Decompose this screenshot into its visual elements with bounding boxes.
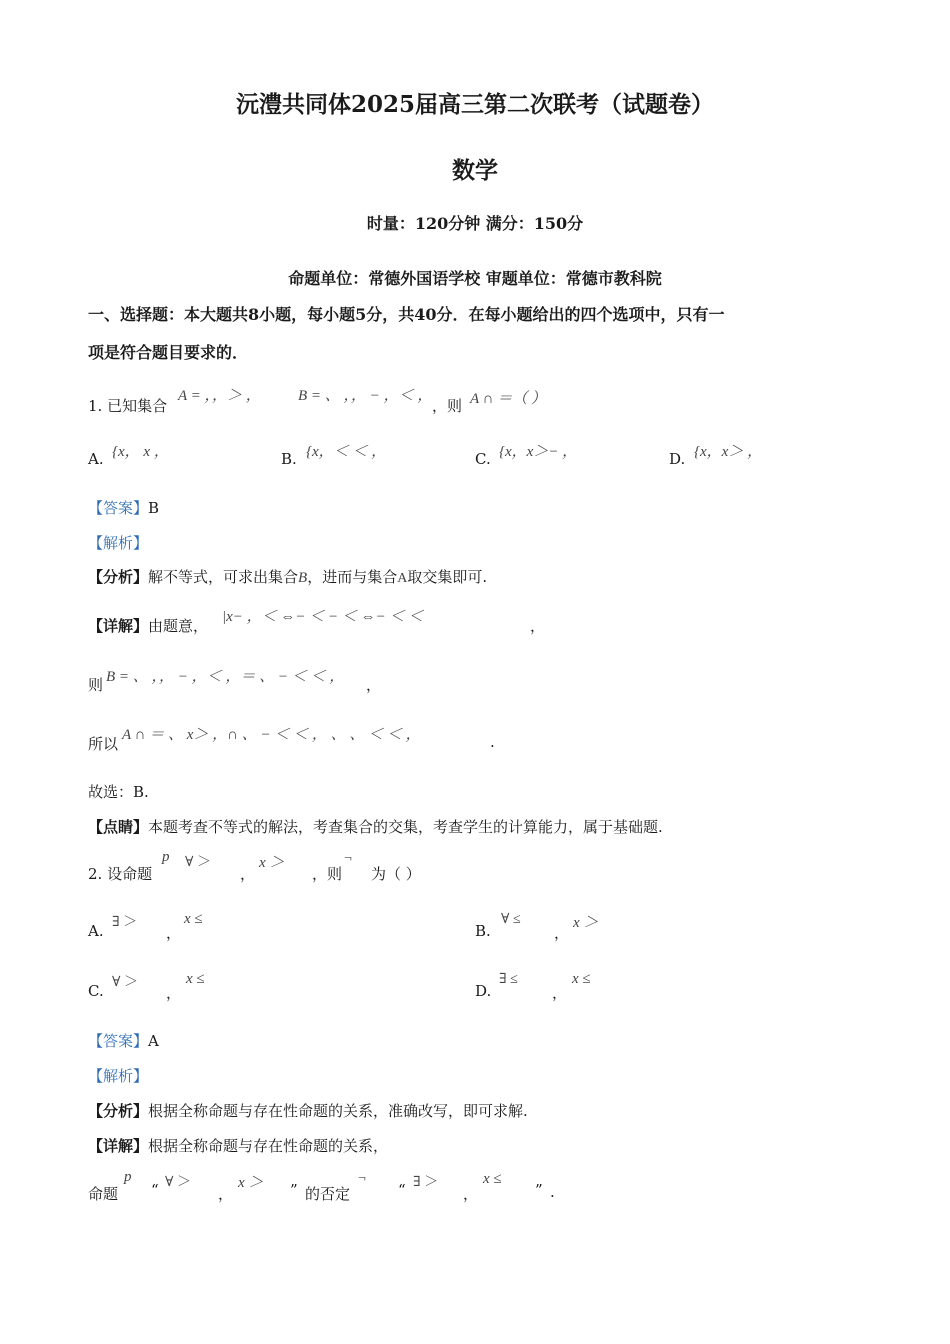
q1-intersection: A ∩ ＝（ ）	[470, 391, 546, 407]
q1-ze-math: B = 、 ，， − ，＜ ，＝ 、 − ＜ ＜ ，	[106, 669, 345, 685]
q1-fenxi-text: 解不等式，可求出集合	[148, 568, 299, 586]
q1-fenxi-tag: 【分析】	[88, 568, 149, 586]
q2-last-m2: x ＞	[238, 1175, 264, 1191]
q2-fenxi-text: 根据全称命题与存在性命题的关系，准确改写，即可求解.	[148, 1102, 528, 1120]
q2-xiangjie-line	[88, 1135, 388, 1156]
q1-answer: B	[148, 499, 160, 517]
q1-dianjing-tag: 【点睛】	[88, 818, 149, 836]
author-units: 命题单位：常德外国语学校 审题单位：常德市教科院	[288, 269, 662, 288]
q2-option-a-math2: x ≤	[184, 911, 203, 927]
q1-xiangjie-text: 由题意，	[148, 617, 209, 635]
q1-option-b-math: {x，＜ ＜ ，	[306, 444, 387, 460]
q2-fenxi-line	[88, 1100, 528, 1121]
q2-last-m4: x ≤	[483, 1171, 502, 1187]
time-info: 时量：120分钟 满分：150分	[366, 214, 584, 233]
q1-option-a-math: {x， x ，	[112, 444, 169, 460]
q2-quote-close: ”	[290, 1181, 298, 1199]
q2-quote-close-2: ”	[535, 1181, 543, 1199]
q1-fenxi-set-b: B	[298, 570, 308, 586]
q1-fenxi-text-3: 取交集即可.	[407, 568, 488, 586]
q1-answer-line	[88, 497, 159, 518]
q2-analysis-tag: 【解析】	[88, 1067, 149, 1085]
q1-set-a: A = ，，＞ ，	[178, 388, 261, 404]
q1-option-a-letter: A.	[88, 450, 104, 468]
q1-option-c-math: {x，x＞− ，	[499, 444, 578, 460]
q1-fenxi-text-2: ，进而与集合	[307, 568, 398, 586]
q2-option-a-comma: ，	[166, 924, 182, 942]
q2-option-c-comma: ，	[166, 984, 182, 1002]
q2-wei: 为（ ）	[371, 865, 421, 883]
q2-option-b-math1: ∀ ≤	[501, 912, 521, 927]
section-heading-line1: 一、选择题：本大题共8小题，每小题5分，共40分．在每小题给出的四个选项中，只有一	[88, 305, 725, 324]
q2-last-neg: ¬	[358, 1171, 366, 1186]
q1-option-d-letter: D.	[669, 450, 686, 468]
q2-last-comma-2: ，	[463, 1185, 479, 1203]
q1-fenxi-set-a: A	[397, 571, 408, 586]
q2-option-a-math1: ∃ ＞	[112, 915, 138, 930]
q1-option-d-math: {x，x＞ ，	[694, 444, 763, 460]
q2-last-end: .	[550, 1183, 555, 1201]
section-heading-line2: 项是符合题目要求的．	[88, 343, 249, 362]
q2-option-b-math2: x ＞	[573, 915, 599, 931]
q1-suoyi-math: A ∩ ＝ 、 x＞ ，∩ 、 − ＜ ＜ ， 、 、 ＜ ＜ ，	[122, 727, 421, 743]
q2-x-gt: x ＞	[259, 855, 285, 871]
q1-suoyi: 所以	[88, 735, 119, 753]
q1-answer-tag: 【答案】	[88, 499, 149, 517]
q2-option-b-letter: B.	[475, 922, 491, 940]
q2-then: ，则	[312, 865, 343, 883]
q2-option-d-comma: ，	[552, 984, 568, 1002]
q2-neg: ¬	[344, 851, 352, 866]
subject-title: 数学	[452, 157, 498, 184]
q2-option-b-comma: ，	[554, 924, 570, 942]
q1-xiangjie-tag	[88, 615, 208, 636]
q1-xiangjie-label: 【详解】	[88, 617, 149, 635]
q1-analysis-tag: 【解析】	[88, 534, 149, 552]
q2-option-a-letter: A.	[88, 922, 104, 940]
q2-last-m1: ∀ ＞	[165, 1175, 191, 1190]
q2-option-c-math2: x ≤	[186, 971, 205, 987]
q1-stem: 1. 已知集合	[88, 397, 168, 415]
q1-xiangjie-end: ，	[530, 617, 546, 635]
q1-guxuan: 故选：B.	[88, 783, 149, 801]
q2-stem: 2. 设命题	[88, 865, 153, 883]
q2-answer: A	[148, 1032, 159, 1050]
q2-p: p	[162, 849, 170, 865]
q2-quote-open-2: “	[398, 1181, 406, 1199]
q2-fouding: 的否定	[305, 1185, 351, 1203]
q2-option-c-math1: ∀ ＞	[112, 975, 138, 990]
q2-fenxi-tag: 【分析】	[88, 1102, 149, 1120]
q1-dianjing-text: 本题考查不等式的解法，考查集合的交集，考查学生的计算能力，属于基础题.	[148, 818, 663, 836]
q1-then: ，则	[432, 397, 463, 415]
q1-ze: 则	[88, 676, 104, 694]
q1-fenxi-line	[88, 566, 487, 587]
q2-xiangjie-tag: 【详解】	[88, 1137, 149, 1155]
q2-comma: ，	[240, 865, 256, 883]
q1-set-b: B = 、 ，， − ，＜ ，	[298, 388, 433, 404]
q1-option-b-letter: B.	[281, 450, 297, 468]
q1-dianjing-line	[88, 816, 663, 837]
document-title: 沅澧共同体2025届高三第二次联考（试题卷）	[235, 91, 714, 118]
q2-answer-tag: 【答案】	[88, 1032, 149, 1050]
q1-suoyi-end: .	[490, 733, 495, 751]
q2-option-d-letter: D.	[475, 982, 492, 1000]
q2-last-comma: ，	[218, 1185, 234, 1203]
q2-option-c-letter: C.	[88, 982, 104, 1000]
q2-last-m3: ∃ ＞	[413, 1175, 439, 1190]
q2-option-d-math2: x ≤	[572, 971, 591, 987]
q1-option-c-letter: C.	[475, 450, 491, 468]
q2-last-p: p	[124, 1169, 132, 1185]
q2-answer-line	[88, 1030, 159, 1051]
q2-option-d-math1: ∃ ≤	[499, 972, 518, 987]
q2-forall: ∀ ＞	[185, 855, 211, 870]
q1-xiangjie-math: |x− ，＜ ⇔− ＜ − ＜ ⇔− ＜ ＜	[222, 609, 424, 625]
q2-quote-open: “	[151, 1181, 159, 1199]
q1-ze-end: ，	[366, 676, 382, 694]
q2-last-prefix: 命题	[88, 1185, 119, 1203]
q2-xiangjie-text: 根据全称命题与存在性命题的关系，	[148, 1137, 389, 1155]
